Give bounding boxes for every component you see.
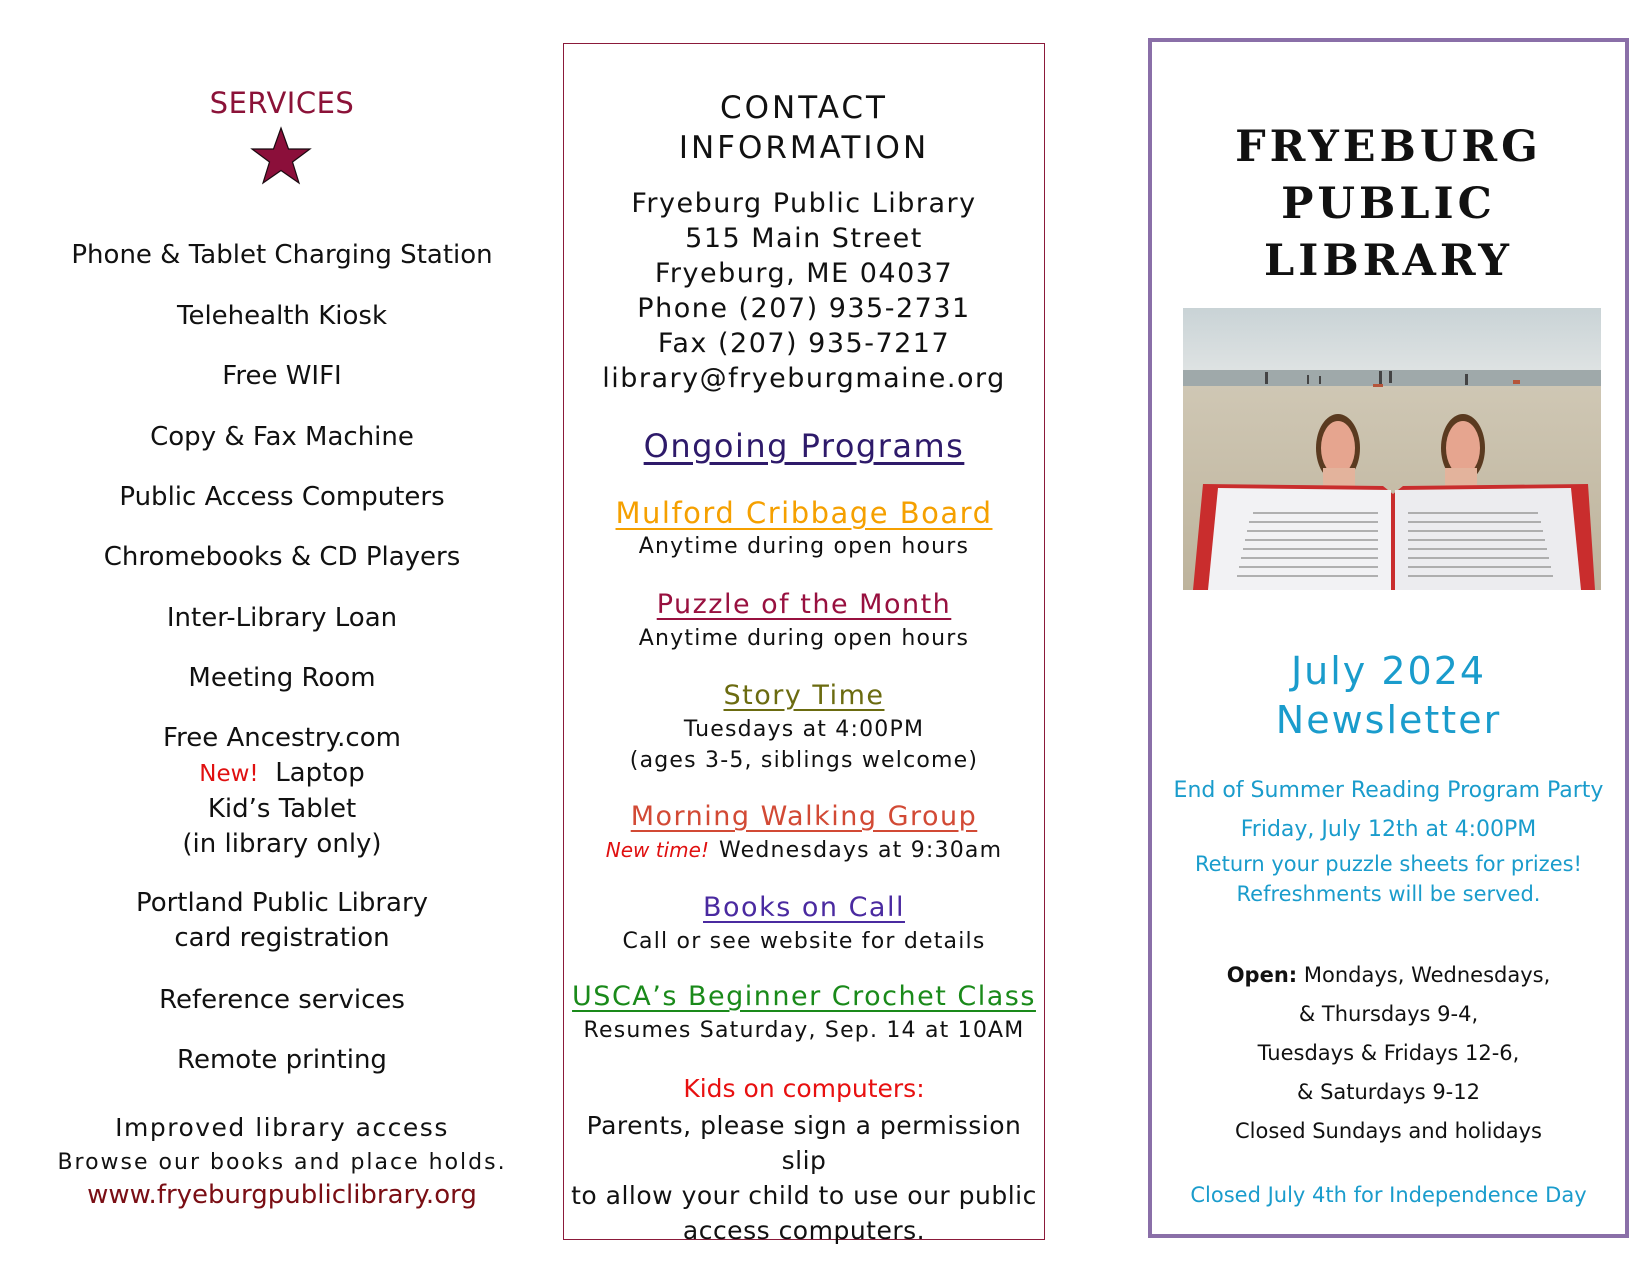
service-item: Free Ancestry.com [163, 723, 401, 753]
service-item: Free WIFI [222, 361, 342, 391]
event-note: Return your puzzle sheets for prizes! [1195, 852, 1582, 876]
ongoing-programs-heading: Ongoing Programs [643, 427, 965, 465]
reading-party-event [1152, 771, 1625, 909]
street-address: 515 Main Street [685, 223, 923, 254]
service-item: Inter-Library Loan [166, 603, 398, 633]
holiday-closure-notice: Closed July 4th for Independence Day [1190, 1183, 1587, 1207]
library-title: FRYEBURG PUBLIC LIBRARY [1235, 122, 1542, 286]
cover-panel [1148, 38, 1629, 1238]
email-link[interactable]: library@fryeburgmaine.org [602, 363, 1006, 394]
contact-block [564, 186, 1044, 396]
program-desc: Tuesdays at 4:00PM [683, 717, 925, 742]
new-time-badge: New time! [605, 838, 709, 862]
service-item: Remote printing [177, 1045, 387, 1075]
service-item: Chromebooks & CD Players [103, 542, 461, 572]
hours-label: Open: [1226, 963, 1298, 987]
website-link[interactable]: www.fryeburgpubliclibrary.org [87, 1180, 477, 1210]
program-desc: New time! Wednesdays at 9:30am [605, 838, 1003, 863]
service-item: Public Access Computers [119, 482, 445, 512]
event-date: Friday, July 12th at 4:00PM [1240, 817, 1537, 842]
program-title[interactable]: Books on Call [703, 892, 905, 923]
service-item: (in library only) [182, 829, 382, 859]
improved-access-heading: Improved library access [115, 1113, 449, 1142]
event-note: Refreshments will be served. [1236, 882, 1541, 906]
kids-computers-body: Parents, please sign a permission slip to allow your child to use our public access computers. [571, 1111, 1037, 1245]
program-crochet-class [564, 979, 1044, 1046]
opening-hours: Open: Mondays, Wednesdays, & Thursdays 9-4, Tuesdays & Fridays 12-6, & Saturdays 9-12 Closed Sundays and holidays [1226, 963, 1551, 1143]
phone-number[interactable]: Phone (207) 935-2731 [637, 293, 971, 324]
program-walking-group [564, 799, 1044, 866]
services-heading: SERVICES [209, 86, 355, 120]
new-badge: New! [199, 761, 259, 787]
program-title[interactable]: Puzzle of the Month [656, 589, 952, 620]
program-desc: Call or see website for details [622, 929, 986, 954]
service-item: Copy & Fax Machine [150, 422, 414, 452]
service-group-devices [0, 721, 564, 862]
program-desc: Resumes Saturday, Sep. 14 at 10AM [583, 1018, 1025, 1043]
program-desc: Anytime during open hours [638, 534, 970, 559]
program-desc: Anytime during open hours [638, 626, 970, 651]
services-panel [0, 0, 564, 1275]
star-icon [250, 126, 312, 186]
service-item: Reference services [159, 985, 405, 1015]
city-state-zip: Fryeburg, ME 04037 [654, 258, 954, 289]
library-name: Fryeburg Public Library [631, 188, 977, 219]
service-item: Phone & Tablet Charging Station [71, 240, 493, 270]
program-title[interactable]: Mulford Cribbage Board [615, 496, 993, 530]
event-title: End of Summer Reading Program Party [1173, 778, 1604, 803]
program-books-on-call [564, 890, 1044, 957]
service-item: Telehealth Kiosk [176, 301, 388, 331]
service-item: New! Laptop [199, 758, 365, 788]
beach-reading-photo [1183, 308, 1601, 590]
service-item: Kid’s Tablet [207, 794, 357, 824]
kids-computers-heading: Kids on computers: [683, 1074, 925, 1103]
program-title[interactable]: Story Time [723, 680, 885, 711]
program-cribbage [564, 495, 1044, 562]
fax-number: Fax (207) 935-7217 [657, 328, 951, 359]
newsletter-title: July 2024 Newsletter [1275, 649, 1502, 742]
program-title[interactable]: Morning Walking Group [630, 801, 978, 832]
service-item: Meeting Room [188, 663, 376, 693]
browse-text: Browse our books and place holds. [57, 1150, 507, 1175]
contact-programs-panel [563, 43, 1045, 1245]
program-story-time [564, 678, 1044, 776]
contact-heading: CONTACT INFORMATION [678, 90, 930, 166]
program-puzzle [564, 587, 1044, 654]
program-title[interactable]: USCA’s Beginner Crochet Class [572, 981, 1036, 1012]
service-group-portland: Portland Public Library card registration [135, 888, 429, 953]
program-desc-note: (ages 3-5, siblings welcome) [629, 748, 979, 773]
